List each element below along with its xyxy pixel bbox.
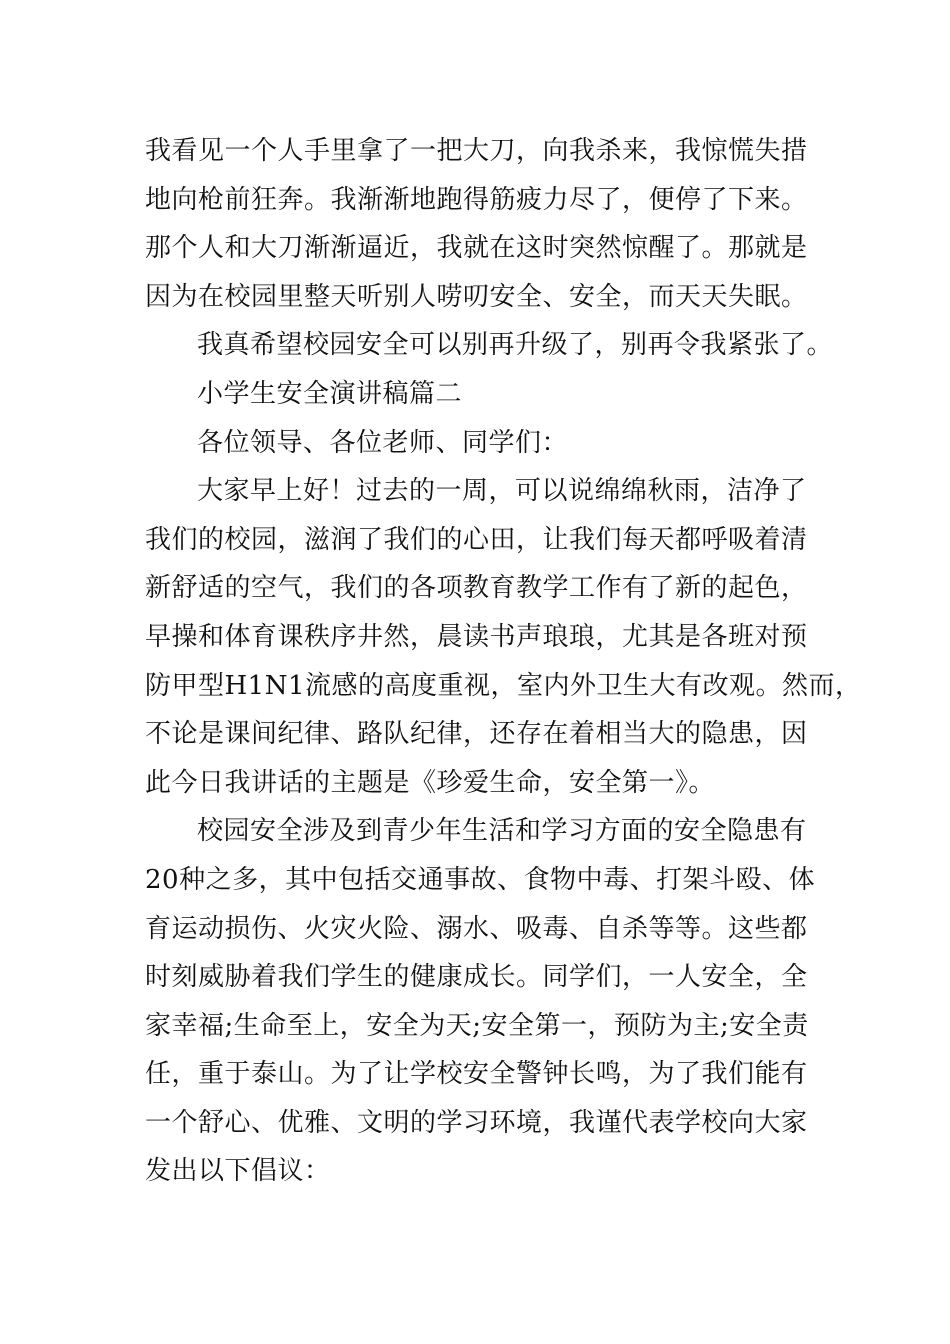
text-line: 防甲型H1N1流感的高度重视，室内外卫生大有改观。然而，: [145, 670, 862, 701]
text-line: 此今日我讲话的主题是《珍爱生命，安全第一》。: [145, 767, 716, 798]
salutation: [145, 419, 825, 468]
text-line: 我真希望校园安全可以别再升级了，别再令我紧张了。: [197, 330, 834, 361]
text-line: 20种之多，其中包括交通事故、食物中毒、打架斗殴、体: [145, 864, 816, 895]
text-line: 各位领导、各位老师、同学们：: [197, 427, 569, 458]
text-line: 一个舒心、优雅、文明的学习环境，我谨代表学校向大家: [145, 1107, 808, 1138]
text-line: 家幸福;生命至上，安全为天;安全第一，预防为主;安全责: [145, 1010, 809, 1041]
text-line: 大家早上好！过去的一周，可以说绵绵秋雨，洁净了: [197, 476, 807, 507]
text-line: 校园安全涉及到青少年生活和学习方面的安全隐患有: [197, 816, 807, 847]
paragraph: [145, 127, 825, 321]
text-line: 因为在校园里整天听别人唠叨安全、安全，而天天失眠。: [145, 281, 808, 312]
paragraph: [145, 467, 862, 807]
text-line: 小学生安全演讲稿篇二: [197, 378, 463, 409]
text-line: 我们的校园，滋润了我们的心田，让我们每天都呼吸着清: [145, 524, 808, 555]
text-line: 不论是课间纪律、路队纪律，还存在着相当大的隐患，因: [145, 719, 808, 750]
text-line: 育运动损伤、火灾火险、溺水、吸毒、自杀等等。这些都: [145, 913, 808, 944]
text-line: 发出以下倡议：: [145, 1156, 331, 1187]
text-line: 时刻威胁着我们学生的健康成长。同学们，一人安全，全: [145, 962, 808, 993]
document-body: [145, 127, 862, 1196]
paragraph: [145, 321, 834, 370]
text-line: 早操和体育课秩序井然，晨读书声琅琅，尤其是各班对预: [145, 621, 808, 652]
section-heading: [145, 370, 825, 419]
text-line: 那个人和大刀渐渐逼近，我就在这时突然惊醒了。那就是: [145, 233, 808, 264]
text-line: 地向枪前狂奔。我渐渐地跑得筋疲力尽了，便停了下来。: [145, 184, 808, 215]
text-line: 任，重于泰山。为了让学校安全警钟长鸣，为了我们能有: [145, 1059, 808, 1090]
paragraph: [145, 807, 825, 1196]
text-line: 我看见一个人手里拿了一把大刀，向我杀来，我惊慌失措: [145, 136, 808, 166]
text-line: 新舒适的空气，我们的各项教育教学工作有了新的起色，: [145, 573, 808, 604]
